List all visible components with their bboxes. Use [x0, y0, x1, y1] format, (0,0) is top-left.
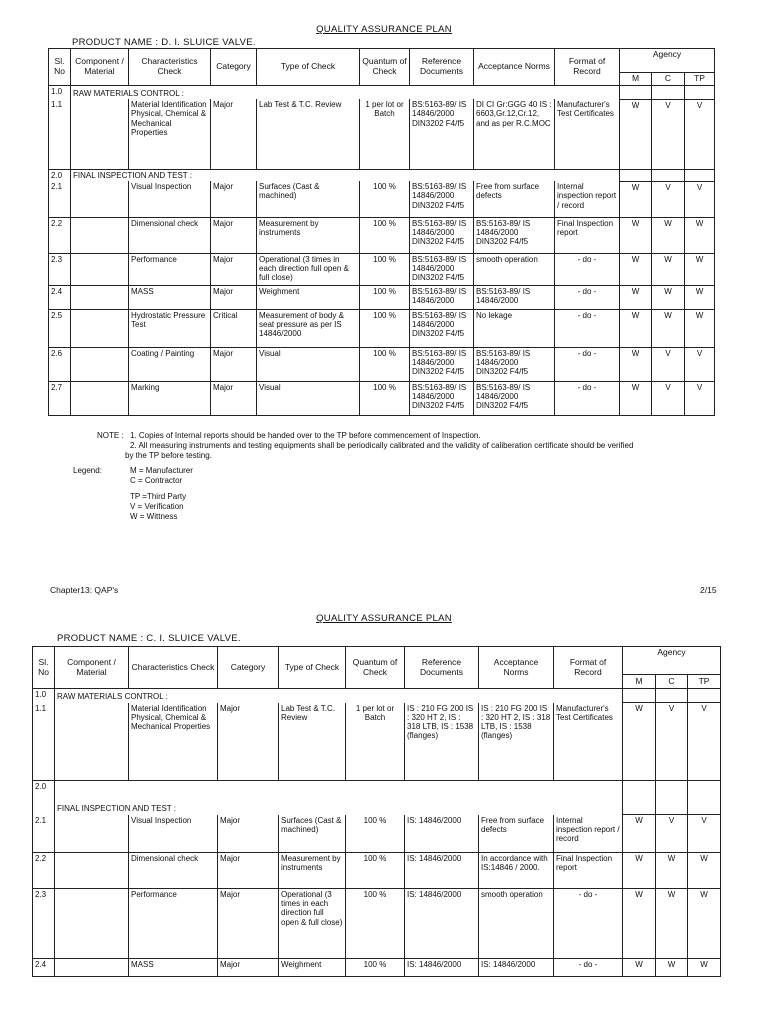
section-agency-blank	[685, 85, 715, 99]
row-reference: BS:5163-89/ IS 14846/2000 DIN3202 F4/f5	[410, 217, 474, 253]
row-quantum: 100 %	[360, 253, 410, 285]
legend-label: Legend:	[73, 466, 102, 475]
row-component	[71, 381, 129, 415]
header-category: Category	[218, 647, 279, 689]
row-component	[55, 815, 129, 853]
row-format: Manufacturer's Test Certificates	[555, 99, 620, 169]
header-component: Component / Material	[55, 647, 129, 689]
row-component	[71, 217, 129, 253]
row-acceptance: IS : 210 FG 200 IS : 320 HT 2, IS : 318 LTB, IS : 1538 (flanges)	[479, 703, 554, 781]
row-quantum: 100 %	[346, 853, 405, 889]
row-format: - do -	[555, 309, 620, 347]
row-acceptance: Free from surface defects	[474, 181, 555, 217]
header-category: Category	[211, 49, 257, 86]
legend-v: V = Verification	[130, 502, 184, 511]
row-reference: BS:5163-89/ IS 14846/2000 DIN3202 F4/f5	[410, 309, 474, 347]
header-component: Component / Material	[71, 49, 129, 86]
header-agency: Agency	[623, 647, 721, 675]
row-agency-c: V	[652, 347, 685, 381]
note-label: NOTE :	[97, 431, 124, 440]
header-type-of-check: Type of Check	[279, 647, 346, 689]
legend-tp: TP =Third Party	[130, 492, 187, 501]
row-category: Major	[218, 959, 279, 977]
row-quantum: 100 %	[360, 347, 410, 381]
row-reference: IS: 14846/2000	[405, 815, 479, 853]
plan1-notes	[97, 431, 717, 461]
row-type-of-check: Weighment	[279, 959, 346, 977]
row-agency-m: W	[620, 181, 652, 217]
row-format: Internal inspection report / record	[555, 181, 620, 217]
section-agency-blank	[623, 689, 656, 703]
row-agency-m: W	[620, 217, 652, 253]
row-characteristics: Dimensional check	[129, 853, 218, 889]
row-quantum: 100 %	[360, 309, 410, 347]
row-agency-tp: V	[685, 347, 715, 381]
row-quantum: 100 %	[360, 381, 410, 415]
header-sl: Sl. No	[49, 49, 71, 86]
row-number: 2.7	[49, 381, 71, 415]
row-agency-tp: W	[685, 253, 715, 285]
row-component	[71, 181, 129, 217]
row-quantum: 100 %	[360, 217, 410, 253]
row-number: 2.1	[49, 181, 71, 217]
row-number: 2.4	[33, 959, 55, 977]
section-agency-blank	[652, 85, 685, 99]
table-row	[33, 703, 721, 781]
header-agency: Agency	[620, 49, 715, 73]
table-row	[49, 181, 715, 217]
table-row	[49, 285, 715, 309]
row-characteristics: Coating / Painting	[129, 347, 211, 381]
row-number: 2.3	[49, 253, 71, 285]
row-acceptance: In accordance with IS:14846 / 2000.	[479, 853, 554, 889]
row-component	[71, 309, 129, 347]
row-agency-m: W	[620, 285, 652, 309]
row-agency-m: W	[623, 815, 656, 853]
row-type-of-check: Measurement by instruments	[279, 853, 346, 889]
row-agency-c: V	[656, 815, 688, 853]
legend-c: C = Contractor	[130, 476, 183, 485]
row-acceptance: Free from surface defects	[479, 815, 554, 853]
row-quantum: 100 %	[346, 815, 405, 853]
row-agency-m: W	[620, 253, 652, 285]
row-reference: IS: 14846/2000	[405, 853, 479, 889]
legend-m: M = Manufacturer	[130, 466, 193, 475]
table-row	[33, 853, 721, 889]
row-type-of-check: Visual	[257, 347, 360, 381]
row-agency-m: W	[623, 959, 656, 977]
row-acceptance: BS:5163-89/ IS 14846/2000 DIN3202 F4/f5	[474, 217, 555, 253]
row-type-of-check: Measurement by instruments	[257, 217, 360, 253]
table-row	[49, 347, 715, 381]
row-number: 2.4	[49, 285, 71, 309]
header-characteristics: Characteristics Check	[129, 49, 211, 86]
row-agency-tp: W	[688, 889, 721, 959]
row-characteristics: MASS	[129, 285, 211, 309]
row-category: Major	[211, 99, 257, 169]
section-title: FINAL INSPECTION AND TEST :	[55, 781, 623, 815]
header-format: Format of Record	[554, 647, 623, 689]
row-quantum: 1 per lot or Batch	[346, 703, 405, 781]
row-number: 1.1	[33, 703, 55, 781]
row-agency-m: W	[620, 381, 652, 415]
row-category: Major	[211, 381, 257, 415]
row-type-of-check: Surfaces (Cast & machined)	[257, 181, 360, 217]
header-characteristics: Characteristics Check	[129, 647, 218, 689]
legend	[73, 466, 193, 522]
row-quantum: 100 %	[360, 181, 410, 217]
section-agency-blank	[620, 169, 652, 181]
row-format: Final Inspection report	[555, 217, 620, 253]
row-quantum: 100 %	[346, 959, 405, 977]
section-title: FINAL INSPECTION AND TEST :	[71, 169, 620, 181]
header-agency-c: C	[656, 675, 688, 689]
table-row	[49, 99, 715, 169]
plan2-table	[32, 646, 721, 977]
header-reference: Reference Documents	[410, 49, 474, 86]
row-characteristics: Material Identification Physical, Chemical & Mechanical Properties	[129, 99, 211, 169]
row-type-of-check: Lab Test & T.C. Review	[257, 99, 360, 169]
plan2-product-name: PRODUCT NAME : C. I. SLUICE VALVE.	[57, 633, 241, 644]
row-reference: BS:5163-89/ IS 14846/2000 DIN3202 F4/f5	[410, 347, 474, 381]
note-1: 1. Copies of Internal reports should be handed over to the TP before commencement of Inspection.	[130, 431, 481, 440]
section-row	[33, 781, 721, 815]
row-component	[55, 959, 129, 977]
row-agency-tp: V	[688, 815, 721, 853]
row-agency-c: W	[652, 309, 685, 347]
row-characteristics: Performance	[129, 253, 211, 285]
row-acceptance: BS:5163-89/ IS 14846/2000 DIN3202 F4/f5	[474, 381, 555, 415]
row-agency-c: V	[652, 181, 685, 217]
header-format: Format of Record	[555, 49, 620, 86]
table-row	[33, 959, 721, 977]
footer-page: 2/15	[700, 585, 717, 595]
row-number: 2.2	[49, 217, 71, 253]
row-category: Critical	[211, 309, 257, 347]
table-row	[33, 815, 721, 853]
row-number: 2.3	[33, 889, 55, 959]
row-component	[55, 889, 129, 959]
row-characteristics: Hydrostatic Pressure Test	[129, 309, 211, 347]
row-agency-tp: W	[688, 959, 721, 977]
plan1-table	[48, 48, 715, 416]
row-agency-c: V	[652, 99, 685, 169]
row-agency-m: W	[620, 99, 652, 169]
row-characteristics: Marking	[129, 381, 211, 415]
row-acceptance: DI CI Gr:GGG 40 IS : 6603,Gr.12,Cr.12, and as per R.C.MOC	[474, 99, 555, 169]
row-agency-tp: W	[688, 853, 721, 889]
row-agency-m: W	[620, 347, 652, 381]
table-row	[49, 381, 715, 415]
row-agency-m: W	[623, 853, 656, 889]
row-agency-tp: V	[685, 181, 715, 217]
row-type-of-check: Measurement of body & seat pressure as per IS 14846/2000	[257, 309, 360, 347]
section-number: 2.0	[33, 781, 55, 815]
row-characteristics: Visual Inspection	[129, 815, 218, 853]
table-row	[49, 253, 715, 285]
section-agency-blank	[656, 689, 688, 703]
row-agency-c: W	[652, 253, 685, 285]
row-acceptance: BS:5163-89/ IS 14846/2000 DIN3202 F4/f5	[474, 347, 555, 381]
header-agency-tp: TP	[685, 73, 715, 86]
legend-w: W = Wittness	[130, 512, 178, 521]
row-agency-m: W	[623, 703, 656, 781]
row-agency-c: V	[656, 703, 688, 781]
row-agency-tp: W	[685, 217, 715, 253]
row-category: Major	[218, 815, 279, 853]
row-category: Major	[211, 347, 257, 381]
row-type-of-check: Weighment	[257, 285, 360, 309]
row-number: 2.6	[49, 347, 71, 381]
row-type-of-check: Visual	[257, 381, 360, 415]
row-reference: BS:5163-89/ IS 14846/2000 DIN3202 F4/f5	[410, 99, 474, 169]
row-agency-c: W	[652, 217, 685, 253]
row-characteristics: Performance	[129, 889, 218, 959]
section-row	[49, 85, 715, 99]
row-format: - do -	[554, 959, 623, 977]
row-acceptance: No lekage	[474, 309, 555, 347]
row-category: Major	[218, 703, 279, 781]
header-agency-c: C	[652, 73, 685, 86]
header-quantum: Quantum of Check	[360, 49, 410, 86]
row-format: - do -	[555, 347, 620, 381]
header-row	[49, 49, 715, 73]
row-acceptance: IS: 14846/2000	[479, 959, 554, 977]
section-row	[33, 689, 721, 703]
row-category: Major	[218, 889, 279, 959]
section-title: RAW MATERIALS CONTROL :	[55, 689, 623, 703]
row-format: - do -	[555, 285, 620, 309]
section-agency-blank	[685, 169, 715, 181]
row-agency-tp: W	[685, 309, 715, 347]
row-component	[71, 347, 129, 381]
section-number: 1.0	[33, 689, 55, 703]
row-number: 1.1	[49, 99, 71, 169]
row-number: 2.2	[33, 853, 55, 889]
row-agency-tp: W	[685, 285, 715, 309]
row-quantum: 100 %	[346, 889, 405, 959]
row-quantum: 100 %	[360, 285, 410, 309]
header-agency-tp: TP	[688, 675, 721, 689]
section-agency-blank	[656, 781, 688, 815]
plan2-title: QUALITY ASSURANCE PLAN	[316, 613, 452, 624]
row-reference: IS: 14846/2000	[405, 959, 479, 977]
header-acceptance: Acceptance Norms	[479, 647, 554, 689]
row-acceptance: BS:5163-89/ IS 14846/2000	[474, 285, 555, 309]
row-format: Final Inspection report	[554, 853, 623, 889]
note-2-cont: by the TP before testing.	[125, 451, 212, 460]
header-sl: Sl. No	[33, 647, 55, 689]
row-format: - do -	[555, 253, 620, 285]
section-number: 1.0	[49, 85, 71, 99]
row-agency-c: W	[656, 853, 688, 889]
section-number: 2.0	[49, 169, 71, 181]
row-agency-tp: V	[685, 99, 715, 169]
section-agency-blank	[652, 169, 685, 181]
row-type-of-check: Surfaces (Cast & machined)	[279, 815, 346, 853]
row-type-of-check: Lab Test & T.C. Review	[279, 703, 346, 781]
header-reference: Reference Documents	[405, 647, 479, 689]
row-reference: IS : 210 FG 200 IS : 320 HT 2, IS : 318 LTB, IS : 1538 (flanges)	[405, 703, 479, 781]
row-component	[71, 285, 129, 309]
section-agency-blank	[623, 781, 656, 815]
header-type-of-check: Type of Check	[257, 49, 360, 86]
header-agency-m: M	[620, 73, 652, 86]
row-reference: BS:5163-89/ IS 14846/2000 DIN3202 F4/f5	[410, 253, 474, 285]
section-agency-blank	[620, 85, 652, 99]
row-reference: BS:5163-89/ IS 14846/2000	[410, 285, 474, 309]
row-reference: BS:5163-89/ IS 14846/2000 DIN3202 F4/f5	[410, 381, 474, 415]
row-component	[71, 99, 129, 169]
row-characteristics: MASS	[129, 959, 218, 977]
header-row	[33, 647, 721, 675]
row-type-of-check: Operational (3 times in each direction full open & full close)	[257, 253, 360, 285]
row-acceptance: smooth operation	[479, 889, 554, 959]
row-category: Major	[218, 853, 279, 889]
section-title: RAW MATERIALS CONTROL :	[71, 85, 620, 99]
row-reference: IS: 14846/2000	[405, 889, 479, 959]
row-component	[55, 853, 129, 889]
row-characteristics: Material Identification Physical, Chemical & Mechanical Properties	[129, 703, 218, 781]
section-row	[49, 169, 715, 181]
row-format: Manufacturer's Test Certificates	[554, 703, 623, 781]
header-acceptance: Acceptance Norms	[474, 49, 555, 86]
row-category: Major	[211, 181, 257, 217]
section-agency-blank	[688, 689, 721, 703]
section-agency-blank	[688, 781, 721, 815]
row-format: Internal inspection report / record	[554, 815, 623, 853]
row-category: Major	[211, 285, 257, 309]
row-characteristics: Visual Inspection	[129, 181, 211, 217]
row-characteristics: Dimensional check	[129, 217, 211, 253]
table-row	[49, 217, 715, 253]
row-type-of-check: Operational (3 times in each direction full open & full close)	[279, 889, 346, 959]
row-number: 2.1	[33, 815, 55, 853]
row-agency-m: W	[620, 309, 652, 347]
row-agency-c: V	[652, 381, 685, 415]
row-agency-m: W	[623, 889, 656, 959]
row-agency-c: W	[656, 959, 688, 977]
footer-chapter: Chapter13: QAP's	[50, 585, 119, 595]
row-quantum: 1 per lot or Batch	[360, 99, 410, 169]
row-category: Major	[211, 217, 257, 253]
row-format: - do -	[554, 889, 623, 959]
row-format: - do -	[555, 381, 620, 415]
table-row	[49, 309, 715, 347]
row-category: Major	[211, 253, 257, 285]
row-acceptance: smooth operation	[474, 253, 555, 285]
table-row	[33, 889, 721, 959]
row-component	[71, 253, 129, 285]
row-number: 2.5	[49, 309, 71, 347]
row-agency-tp: V	[685, 381, 715, 415]
row-agency-c: W	[652, 285, 685, 309]
header-agency-m: M	[623, 675, 656, 689]
plan1-product-name: PRODUCT NAME : D. I. SLUICE VALVE.	[72, 37, 256, 48]
row-reference: BS:5163-89/ IS 14846/2000 DIN3202 F4/f5	[410, 181, 474, 217]
row-component	[55, 703, 129, 781]
row-agency-tp: V	[688, 703, 721, 781]
header-quantum: Quantum of Check	[346, 647, 405, 689]
note-2: 2. All measuring instruments and testing equipments shall be periodically calibrated and the validity of caliberation certificate should be verified	[130, 441, 634, 450]
plan1-title: QUALITY ASSURANCE PLAN	[316, 24, 452, 35]
row-agency-c: W	[656, 889, 688, 959]
